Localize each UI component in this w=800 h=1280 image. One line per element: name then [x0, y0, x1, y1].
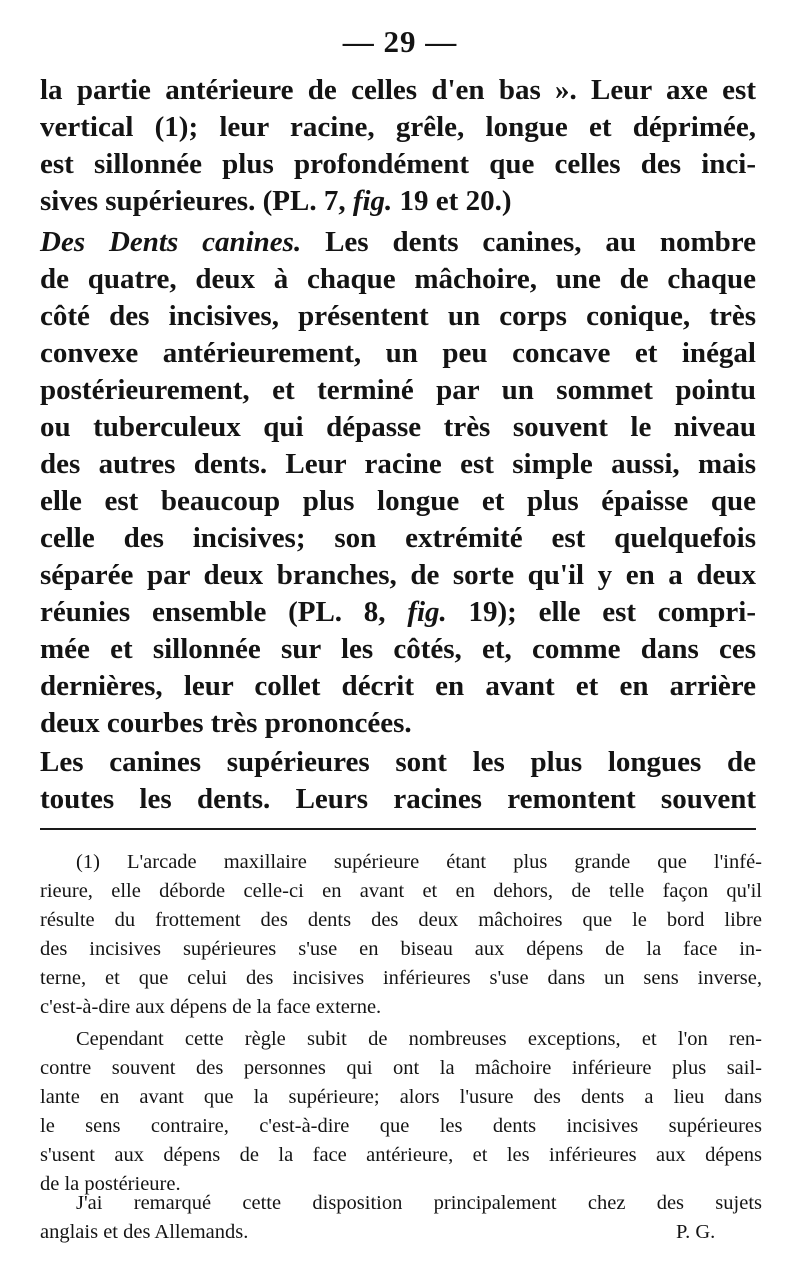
footnote-line: des incisives supérieures s'use en biseau aux dépens de la face in-	[40, 938, 762, 960]
text-line: mée et sillonnée sur les côtés, et, comme dans ces	[40, 633, 756, 665]
text-line: est sillonnée plus profondément que celles des inci-	[40, 148, 756, 180]
text-line: elle est beaucoup plus longue et plus épaisse que	[40, 485, 756, 517]
section-heading: Des Dents canines.	[40, 226, 302, 258]
footnote-line: terne, et que celui des incisives inférieures s'use dans un sens inverse,	[40, 967, 762, 989]
text-line: la partie antérieure de celles d'en bas ». Leur axe est	[40, 74, 756, 106]
page-number: — 29 —	[342, 24, 458, 59]
text-line: toutes les dents. Leurs racines remontent souvent	[40, 783, 756, 815]
footnote-line: résulte du frottement des dents des deux mâchoires que le bord libre	[40, 909, 762, 931]
text-segment: réunies ensemble (	[40, 596, 298, 628]
footnote-signature: P. G.	[676, 1221, 716, 1243]
text-line: dernières, leur collet décrit en avant et en arrière	[40, 670, 756, 702]
footnote-line: (1) L'arcade maxillaire supérieure étant plus grande que l'infé-	[76, 851, 762, 873]
text-line: ou tuberculeux qui dépasse très souvent le niveau	[40, 411, 756, 443]
text-line: convexe antérieurement, un peu concave et inégal	[40, 337, 756, 369]
footnote-line: lante en avant que la supérieure; alors l'usure des dents a lieu dans	[40, 1086, 762, 1108]
footnote-line: J'ai remarqué cette disposition principalement chez des sujets	[76, 1192, 762, 1214]
text-line: séparée par deux branches, de sorte qu'il y en a deux	[40, 559, 756, 591]
text-line: Les canines supérieures sont les plus longues de	[40, 746, 756, 778]
text-line: celle des incisives; son extrémité est quelquefois	[40, 522, 756, 554]
text-segment: 7,	[316, 185, 353, 217]
text-line	[40, 224, 756, 260]
text-line	[40, 183, 756, 219]
text-line: de quatre, deux à chaque mâchoire, une de chaque	[40, 263, 756, 295]
footnote-line: c'est-à-dire aux dépens de la face externe.	[40, 996, 382, 1018]
footnote-line: s'usent aux dépens de la face antérieure, et les inférieures aux dépens	[40, 1144, 762, 1166]
text-line: deux courbes très prononcées.	[40, 707, 412, 739]
text-line: côté des incisives, présentent un corps conique, très	[40, 300, 756, 332]
plate-abbreviation: PL.	[297, 596, 343, 628]
footnote-line: rieure, elle déborde celle-ci en avant et en dehors, de telle façon qu'il	[40, 880, 762, 902]
text-line: postérieurement, et terminé par un sommet pointu	[40, 374, 756, 406]
text-segment: 8,	[342, 596, 408, 628]
text-segment: sives supérieures. (	[40, 185, 273, 217]
text-line: des autres dents. Leur racine est simple aussi, mais	[40, 448, 756, 480]
text-line: vertical (1); leur racine, grêle, longue et déprimée,	[40, 111, 756, 143]
footnote-line: anglais et des Allemands.	[40, 1221, 249, 1243]
text-segment: 19); elle est compri-	[446, 596, 757, 628]
text-segment: Les dents canines, au nombre	[301, 226, 756, 258]
footnote-line: contre souvent des personnes qui ont la mâchoire inférieure plus sail-	[40, 1057, 762, 1079]
plate-abbreviation: PL.	[272, 185, 317, 217]
figure-abbreviation: fig.	[407, 596, 447, 628]
footnote-line: Cependant cette règle subit de nombreuses exceptions, et l'on ren-	[76, 1028, 762, 1050]
text-segment: 19 et 20.)	[392, 185, 512, 217]
footnote-divider	[40, 828, 756, 830]
text-line	[40, 594, 756, 630]
footnote-line: de la postérieure.	[40, 1173, 181, 1195]
footnote-line: le sens contraire, c'est-à-dire que les dents incisives supérieures	[40, 1115, 762, 1137]
figure-abbreviation: fig.	[352, 185, 393, 217]
